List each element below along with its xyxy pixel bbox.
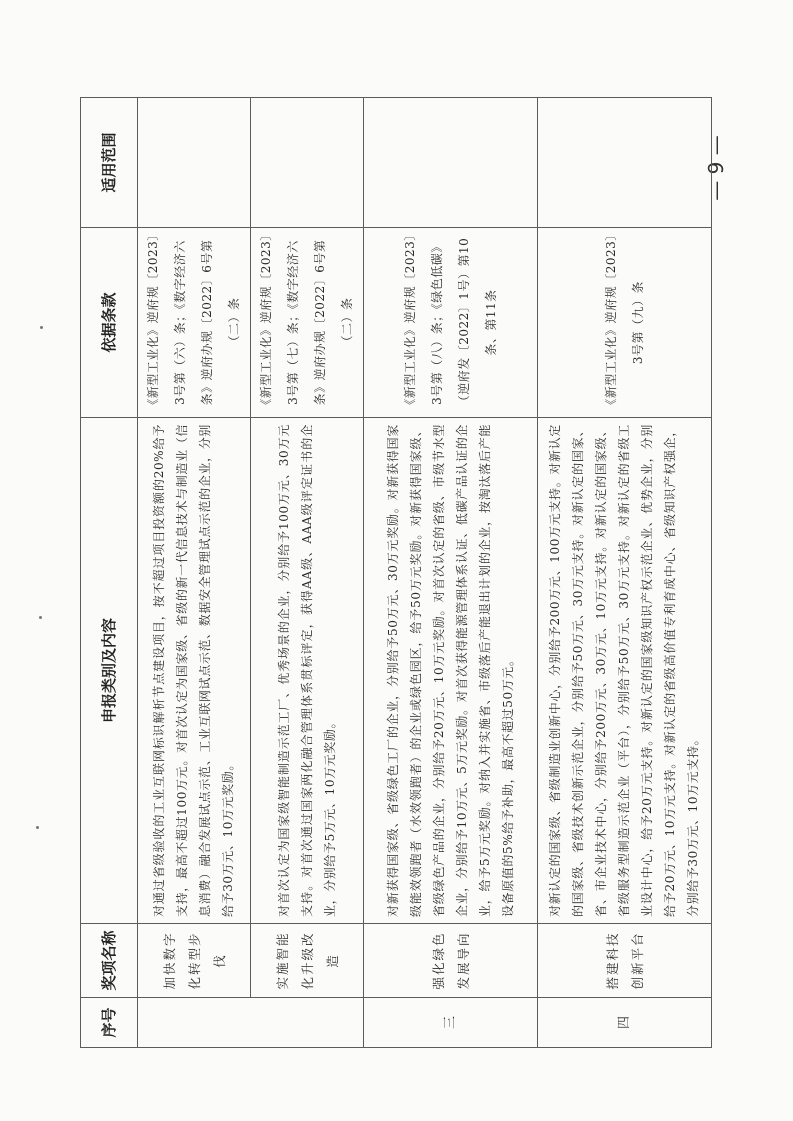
row-seq (138, 998, 364, 1048)
row-scope (538, 98, 712, 228)
table-row (364, 98, 538, 1048)
table-row (538, 98, 712, 1048)
award-table (80, 97, 712, 1048)
row-scope (138, 98, 251, 228)
scan-speck (39, 616, 42, 619)
row-basis: 《新型工业化》逆府规〔2023〕3号第（七）条；《数字经济六条》逆府办规〔2022〕6号第（二）条 (251, 228, 364, 418)
row-name: 加快数字化转型步伐 (138, 924, 251, 998)
table-row (251, 98, 364, 1048)
header-name: 奖项名称 (81, 924, 138, 998)
rotated-table-container (80, 98, 700, 1048)
header-basis: 依据条款 (81, 228, 138, 418)
row-scope (251, 98, 364, 228)
table-header-row (81, 98, 138, 1048)
row-content: 对新认定的国家级、省级制造业创新中心，分别给予200万元、100万元支持。对新认定的国家级、省级技术创新示范企业，分别给予50万元、30万元支持。对新认定的国家、省、市企业技术中心，分别给予200万元、30万元、10万元支持。对新认定的国家级、省级服务型制造示范企业（平台），分别给予50万元、30万元支持。对新认定的省级工业设计中心，给予20万元支持。对新认定的国家级知识产权示范企业、优势企业，分别给予20万元、10万元支持。对新认定的省级高价值专利育成中心、省级知识产权强企，分别给予30万元、10万元支持。 (538, 418, 712, 924)
scan-speck (36, 826, 39, 829)
row-basis: 《新型工业化》逆府规〔2023〕3号第（八）条；《绿色低碳》（逆府发〔2022〕1号）第10条、第11条 (364, 228, 538, 418)
row-name: 强化绿色发展导向 (364, 924, 538, 998)
scan-speck (40, 326, 43, 329)
header-content: 申报类别及内容 (81, 418, 138, 924)
row-content: 对新获得国家级、省级绿色工厂的企业，分别给予50万元、30万元奖励。对新获得国家级能效领跑者（水效领跑者）的企业或绿色园区，给予50万元奖励。对新获得国家级、省级绿色产品的企业，分别给予20万元、10万元奖励。对首次认定的省级、市级节水型企业，分别给予10万元、5万元奖励。对首次获得能源管理体系认证、低碳产品认证的企业，给予5万元奖励。对纳入并实施省、市级落后产能退出计划的企业，按淘汰落后产能设备原值的5%给予补助，最高不超过50万元。 (364, 418, 538, 924)
row-basis: 《新型工业化》逆府规〔2023〕3号第（六）条；《数字经济六条》逆府办规〔2022〕6号第（二）条 (138, 228, 251, 418)
row-scope (364, 98, 538, 228)
header-seq: 序号 (81, 998, 138, 1048)
row-seq: 四 (538, 998, 712, 1048)
row-content: 对通过省级验收的工业互联网标识解析节点建设项目，按不超过项目投资额的20%给予支持，最高不超过100万元。对首次认定为国家级、省级的新一代信息技术与制造业（信息消费）融合发展试点示范、工业互联网试点示范、数据安全管理试点示范的企业，分别给予30万元、10万元奖励。 (138, 418, 251, 924)
row-name: 实施智能化升级改造 (251, 924, 364, 998)
row-basis: 《新型工业化》逆府规〔2023〕3号第（九）条 (538, 228, 712, 418)
header-scope: 适用范围 (81, 98, 138, 228)
page-number-text: — 9 — (704, 135, 728, 201)
row-name: 搭建科技创新平台 (538, 924, 712, 998)
table-row (138, 98, 251, 1048)
row-content: 对首次认定为国家级智能制造示范工厂、优秀场景的企业，分别给予100万元、30万元支持。对首次通过国家两化融合管理体系贯标评定，获得AA级、AAA级评定证书的企业，分别给予5万元、10万元奖励。 (251, 418, 364, 924)
row-seq: 三 (364, 998, 538, 1048)
